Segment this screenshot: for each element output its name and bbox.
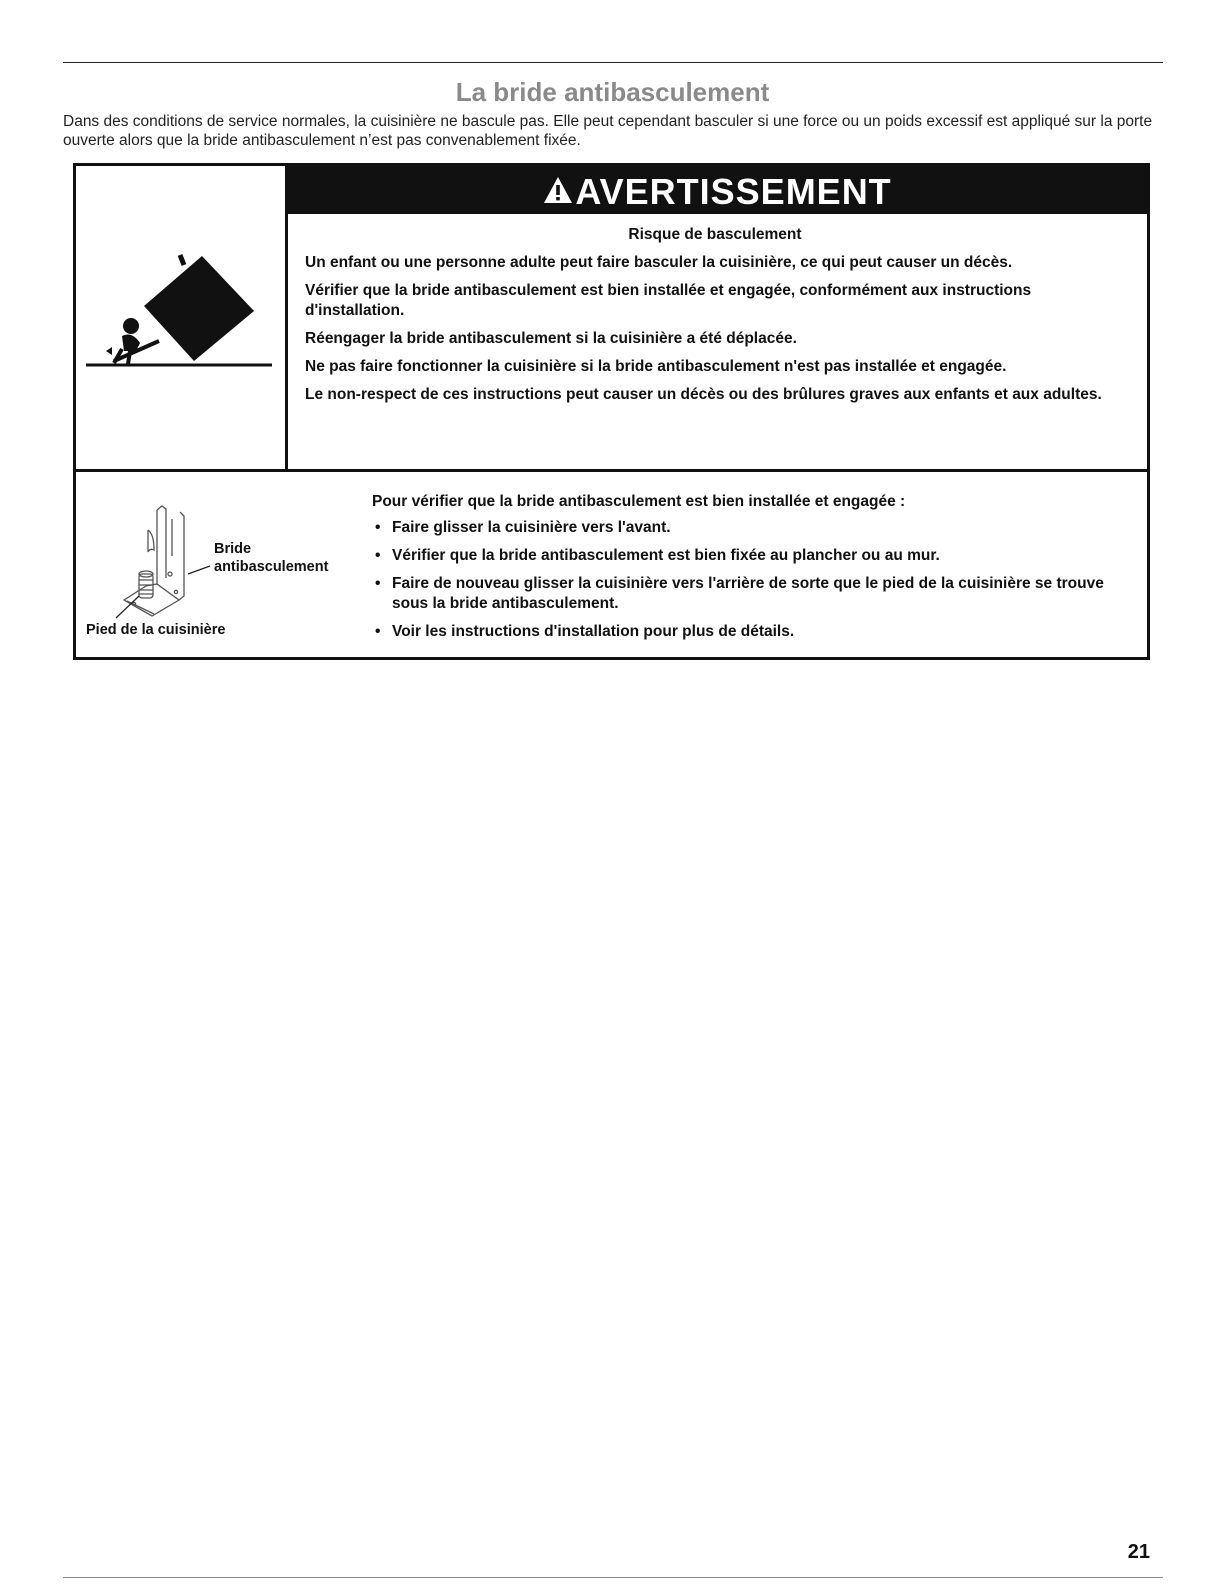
warning-triangle-icon [543, 176, 573, 204]
list-item [372, 574, 1142, 614]
warning-header-text: AVERTISSEMENT [575, 171, 892, 212]
warning-top-section [76, 166, 1147, 472]
list-item-text: Voir les instructions d'installation pour plus de détails. [392, 623, 795, 640]
warning-paragraph: Vérifier que la bride antibasculement est bien installée et engagée, conformément aux instructions d'installation. [305, 282, 1032, 319]
warning-header [288, 166, 1147, 214]
warning-paragraph: Un enfant ou une personne adulte peut faire basculer la cuisinière, ce qui peut causer un décès. [305, 254, 1013, 271]
bracket-label-line: Bride [214, 541, 252, 557]
check-list [372, 518, 1142, 642]
bottom-rule [63, 1577, 1163, 1578]
check-lead: Pour vérifier que la bride antibasculement est bien installée et engagée : [372, 493, 906, 510]
warning-box [73, 163, 1150, 660]
tip-over-icon-cell [76, 166, 288, 469]
check-instructions [372, 492, 1142, 650]
anti-tip-bracket-illustration [84, 494, 224, 624]
bullet-icon: • [375, 575, 381, 592]
bullet-icon: • [375, 547, 381, 564]
list-item-text: Faire de nouveau glisser la cuisinière vers l'arrière de sorte que le pied de la cuisinière se trouve sous la bride antibasculement. [392, 575, 1104, 612]
bracket-label-line: antibasculement [214, 559, 329, 575]
list-item [372, 546, 1142, 566]
list-item [372, 622, 1142, 642]
range-tip-over-icon [84, 251, 274, 381]
bracket-label [214, 540, 328, 576]
warning-paragraph: Le non-respect de ces instructions peut causer un décès ou des brûlures graves aux enfants et aux adultes. [305, 386, 1102, 403]
list-item-text: Faire glisser la cuisinière vers l'avant. [392, 519, 671, 536]
warning-paragraph: Réengager la bride antibasculement si la cuisinière a été déplacée. [305, 330, 797, 347]
warning-paragraph: Ne pas faire fonctionner la cuisinière si la bride antibasculement n'est pas installée et engagée. [305, 358, 1007, 375]
intro-paragraph: Dans des conditions de service normales, la cuisinière ne bascule pas. Elle peut cependant basculer si une force ou un poids excessif est appliqué sur la porte ouverte alors que la bride antibasculement n’est pas convenablement fixée. [63, 113, 1153, 149]
risk-label: Risque de basculement [628, 226, 802, 243]
top-rule [63, 62, 1163, 63]
page-number: 21 [1127, 1541, 1150, 1563]
warning-bottom-section [76, 472, 1147, 657]
page-title: La bride antibasculement [455, 77, 770, 107]
list-item [372, 518, 1142, 538]
foot-label: Pied de la cuisinière [86, 622, 226, 638]
list-item-text: Vérifier que la bride antibasculement est bien fixée au plancher ou au mur. [392, 547, 940, 564]
warning-text [305, 226, 1125, 413]
bullet-icon: • [375, 519, 381, 536]
bullet-icon: • [375, 623, 381, 640]
